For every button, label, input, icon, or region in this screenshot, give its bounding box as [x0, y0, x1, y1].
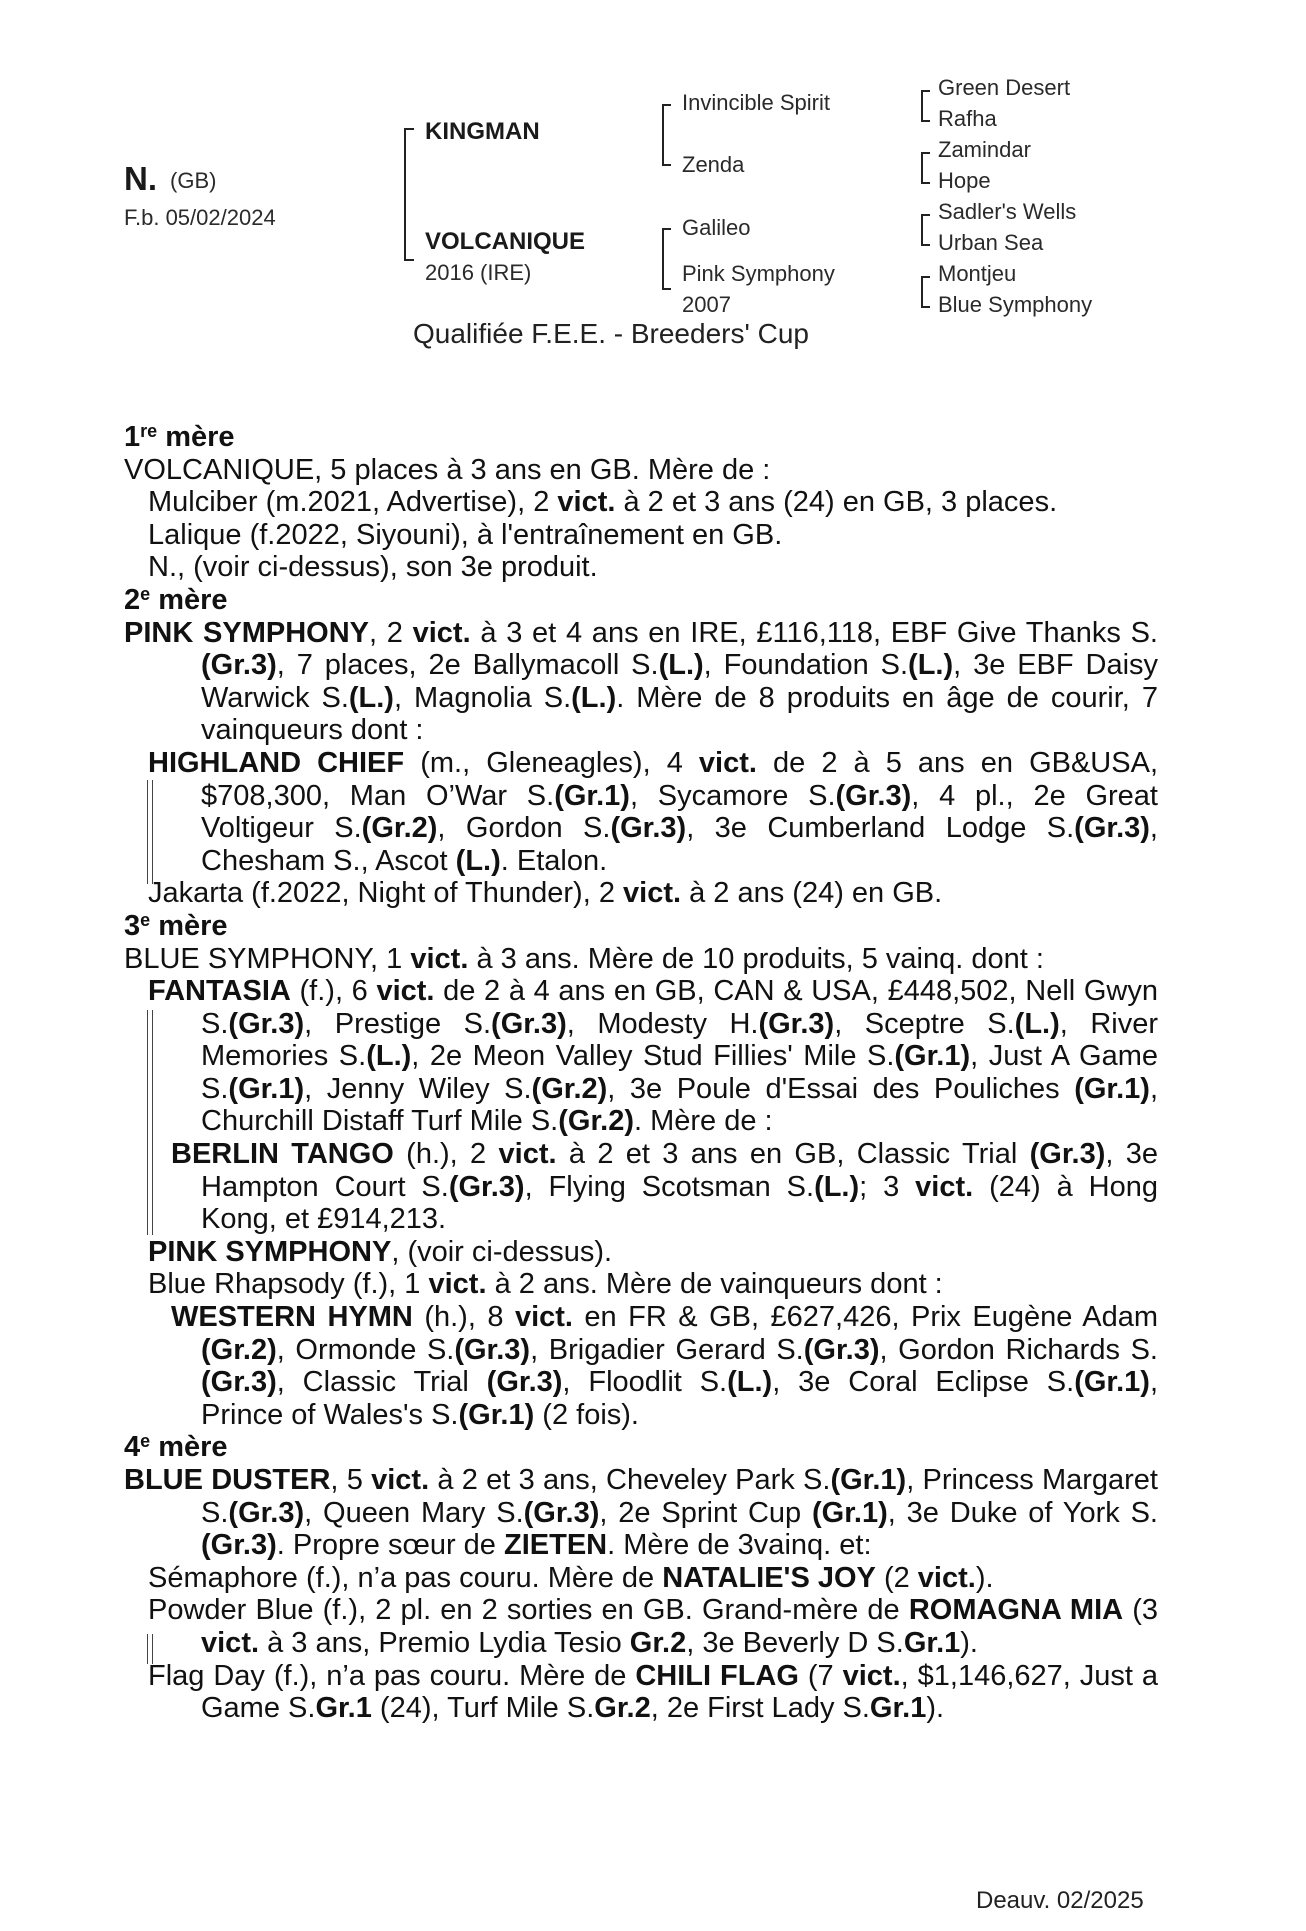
gp-sadlers-wells: Sadler's Wells [938, 199, 1077, 224]
gp-bracket-2 [921, 152, 930, 184]
gp-blue-symphony: Blue Symphony [938, 292, 1093, 317]
gp-bracket-4 [921, 276, 930, 308]
birth-info: F.b. 05/02/2024 [124, 205, 276, 230]
dam-sire: Galileo [682, 215, 751, 240]
footer-code: Deauv. 02/2025 [976, 1887, 1144, 1914]
qualification: Qualifiée F.E.E. - Breeders' Cup [413, 318, 809, 349]
dam-name: VOLCANIQUE [425, 228, 586, 255]
dam-dam-year: 2007 [682, 292, 731, 317]
section-1re-mere: 1re mère [124, 421, 235, 453]
sire-parents-bracket [662, 104, 671, 166]
gp-hope: Hope [938, 168, 991, 193]
parents-bracket [404, 128, 414, 261]
dam-dam: Pink Symphony [682, 261, 835, 286]
section-4e-mere: 4e mère [124, 1431, 228, 1464]
section-3e-mere: 3e mère [124, 909, 228, 942]
horse-name: N. [124, 160, 157, 197]
gp-montjeu: Montjeu [938, 261, 1017, 286]
horse-country: (GB) [170, 168, 217, 193]
sire-dam: Zenda [682, 152, 745, 177]
sire-sire: Invincible Spirit [682, 90, 830, 115]
produce-record: 1re mère VOLCANIQUE, 5 places à 3 ans en GB. Mère de : Mulciber (m.2021, Advertise), 2 vict. à 2 et 3 ans (24) en GB, 3 places. Lalique (f.2022, Siyouni), à l'entraînement en GB. N., (voir ci-dessus), son 3e produit. 2e mère PINK SYMPHONY, 2 vict. à 3 et 4 ans en IRE, £116,118, EBF Give Thanks S.(Gr.3), 7 places, 2e Ballymacoll S.(L.), Foundation S.(L.), 3e EBF Daisy Warwick S.(L.), Magnolia S.(L.). Mère de 8 produits en âge de courir, 7 vainqueurs dont : HIGHLAND CHIEF (m., Gleneagles), 4 vict. de 2 à 5 ans en GB&USA, $708,300, Man O’War S.(Gr.1), Sycamore S.(Gr.3), 4 pl., 2e Great Voltigeur S.(Gr.2), Gordon S.(Gr.3), 3e Cumberland Lodge S.(Gr.3), Chesham S., Ascot (L.). Etalon. Jakarta (f.2022, Night of Thunder), 2 vict. à 2 ans (24) en GB. 3e mère BLUE SYMPHONY, 1 vict. à 3 ans. Mère de 10 produits, 5 vainq. dont : FANTASIA (f.), 6 vict. de 2 à 4 ans en GB, CAN & USA, £448,502, Nell Gwyn S.(Gr.3), Prestige S.(Gr.3), Modesty H.(Gr.3), Sceptre S.(L.), River Memories S.(L.), 2e Meon Valley Stud Fillies' Mile S.(Gr.1), Just A Game S.(Gr.1), Jenny Wiley S.(Gr.2), 3e Poule d'Essai des Pouliches (Gr.1), Churchill Distaff Turf Mile S.(Gr.2). Mère de : BERLIN TANGO (h.), 2 vict. à 2 et 3 ans en GB, Classic Trial (Gr.3), 3e Hampton Court S.(Gr.3), Flying Scotsman S.(L.); 3 vict. (24) à Hong Kong, et £914,213. PINK SYMPHONY, (voir ci-dessus). Blue Rhapsody (f.), 1 vict. à 2 ans. Mère de vainqueurs dont : WESTERN HYMN (h.), 8 vict. en FR & GB, £627,426, Prix Eugène Adam (Gr.2), Ormonde S.(Gr.3), Brigadier Gerard S.(Gr.3), Gordon Richards S.(Gr.3), Classic Trial (Gr.3), Floodlit S.(L.), 3e Coral Eclipse S.(Gr.1), Prince of Wales's S.(Gr.1) (2 fois). 4e mère BLUE DUSTER, 5 vict. à 2 et 3 ans, Cheveley Park S.(Gr.1), Princess Margaret S.(Gr.3), Queen Mary S.(Gr.3), 2e Sprint Cup (Gr.1), 3e Duke of York S.(Gr.3). Propre sœur de ZIETEN. Mère de 3vainq. et: Sémaphore (f.), n’a pas couru. Mère de NATALIE'S JOY (2 vict.). Powder Blue (f.), 2 pl. en 2 sorties en GB. Grand-mère de ROMAGNA MIA (3 vict. à 3 ans, Premio Lydia Tesio Gr.2, 3e Beverly D S.Gr.1). Flag Day (f.), n’a pas couru. Mère de CHILI FLAG (7 vict., $1,146,627, Just a Game S.Gr.1 (24), Turf Mile S.Gr.2, 2e First Lady S.Gr.1). [124, 421, 1159, 1725]
sire-name: KINGMAN [425, 118, 540, 145]
gp-zamindar: Zamindar [938, 137, 1031, 162]
gp-green-desert: Green Desert [938, 75, 1071, 100]
gp-rafha: Rafha [938, 106, 997, 131]
dam-parents-bracket [662, 228, 671, 290]
dam-info: 2016 (IRE) [425, 260, 532, 285]
gp-bracket-3 [921, 214, 930, 246]
gp-urban-sea: Urban Sea [938, 230, 1044, 255]
section-2e-mere: 2e mère [124, 583, 228, 616]
gp-bracket-1 [921, 90, 930, 122]
